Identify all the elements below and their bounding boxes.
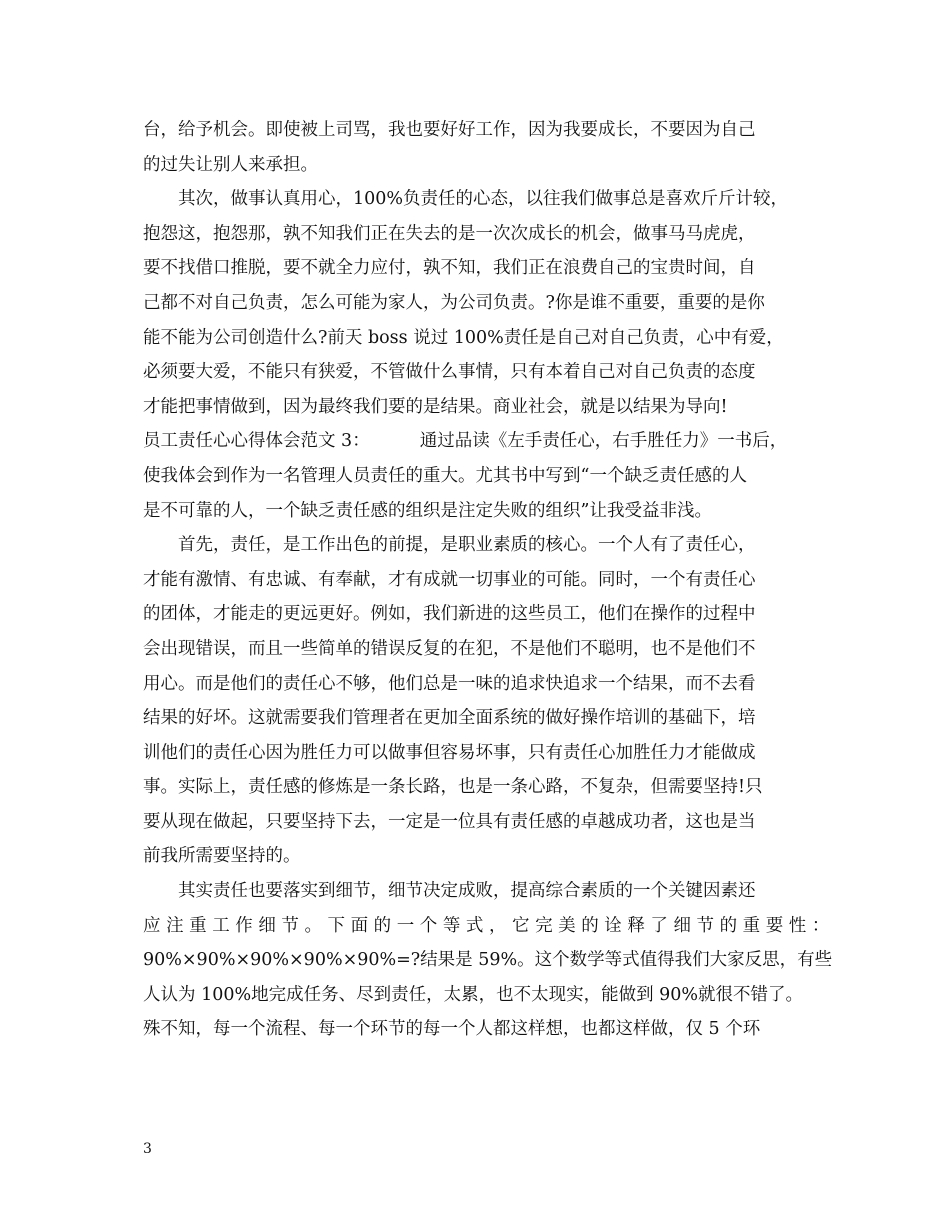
text-line: 的过失让别人来承担。 xyxy=(143,154,318,175)
text-line: 必须要大爱，不能只有狭爱，不管做什么事情，只有本着自己对自己负责的态度 xyxy=(143,362,756,383)
text-line: 是不可靠的人，一个缺乏责任感的组织是注定失败的组织”让我受益非浅。 xyxy=(143,500,712,521)
text-line: 使我体会到作为一名管理人员责任的重大。尤其书中写到“一个缺乏责任感的人 xyxy=(143,465,747,486)
section-heading-line xyxy=(143,424,810,459)
text-line: 台，给予机会。即使被上司骂，我也要好好工作，因为我要成长，不要因为自己 xyxy=(143,120,756,140)
text-line: 训他们的责任心因为胜任力可以做事但容易坏事，只有责任心加胜任力才能做成 xyxy=(143,742,756,763)
text-line: 其次，做事认真用心，100%负责任的心态，以往我们做事总是喜欢斤斤计较， xyxy=(178,189,789,210)
text-line: 结果的好坏。这就需要我们管理者在更加全面系统的做好操作培训的基础下，培 xyxy=(143,708,756,729)
text-line: 殊不知，每一个流程、每一个环节的每一个人都这样想，也都这样做，仅 5 个环 xyxy=(143,1019,761,1040)
text-line: 事。实际上，责任感的修炼是一条长路，也是一条心路，不复杂，但需要坚持!只 xyxy=(143,777,763,798)
text-line: 90%×90%×90%×90%×90%=?结果是 59%。这个数学等式值得我们大家反思，有些 xyxy=(143,950,833,971)
text-line: 能不能为公司创造什么?前天 boss 说过 100%责任是自己对自己负责，心中有爱， xyxy=(143,327,784,348)
text-line: 己都不对自己负责，怎么可能为家人，为公司负责。?你是谁不重要，重要的是你 xyxy=(143,292,765,313)
text-line: 的团体，才能走的更远更好。例如，我们新进的这些员工，他们在操作的过程中 xyxy=(143,604,756,625)
text-line: 抱怨这，抱怨那，孰不知我们正在失去的是一次次成长的机会，做事马马虎虎， xyxy=(143,223,756,244)
text-line: 用心。而是他们的责任心不够，他们总是一味的追求快追求一个结果，而不去看 xyxy=(143,673,756,694)
text-line: 要不找借口推脱，要不就全力应付，孰不知，我们正在浪费自己的宝贵时间，自 xyxy=(143,258,756,279)
text-line: 首先，责任，是工作出色的前提，是职业素质的核心。一个人有了责任心， xyxy=(178,535,756,556)
text-line: 人认为 100%地完成任务、尽到责任，太累，也不太现实，能做到 90%就很不错了。 xyxy=(143,984,804,1005)
text-line: 其实责任也要落实到细节，细节决定成败，提高综合素质的一个关键因素还 xyxy=(178,881,756,902)
section-heading: 员工责任心心得体会范文 3： xyxy=(143,431,370,452)
text-line: 前我所需要坚持的。 xyxy=(143,846,301,867)
page-number: 3 xyxy=(143,1141,152,1157)
text-line: 会出现错误，而且一些简单的错误反复的在犯，不是他们不聪明，也不是他们不 xyxy=(143,638,756,659)
text-line: 要从现在做起，只要坚持下去，一定是一位具有责任感的卓越成功者，这也是当 xyxy=(143,811,756,832)
section-intro: 通过品读《左手责任心，右手胜任力》一书后， xyxy=(419,431,788,452)
text-line: 才能有激情、有忠诚、有奉献，才有成就一切事业的可能。同时，一个有责任心 xyxy=(143,569,756,590)
text-line: 应 注 重 工 作 细 节 。 下 面 的 一 个 等 式 ， 它 完 美 的 诠 释 了 细 节 的 重 要 性 ： xyxy=(143,915,830,936)
text-line: 才能把事情做到，因为最终我们要的是结果。商业社会，就是以结果为导向! xyxy=(143,396,728,417)
body-text xyxy=(143,113,833,1047)
